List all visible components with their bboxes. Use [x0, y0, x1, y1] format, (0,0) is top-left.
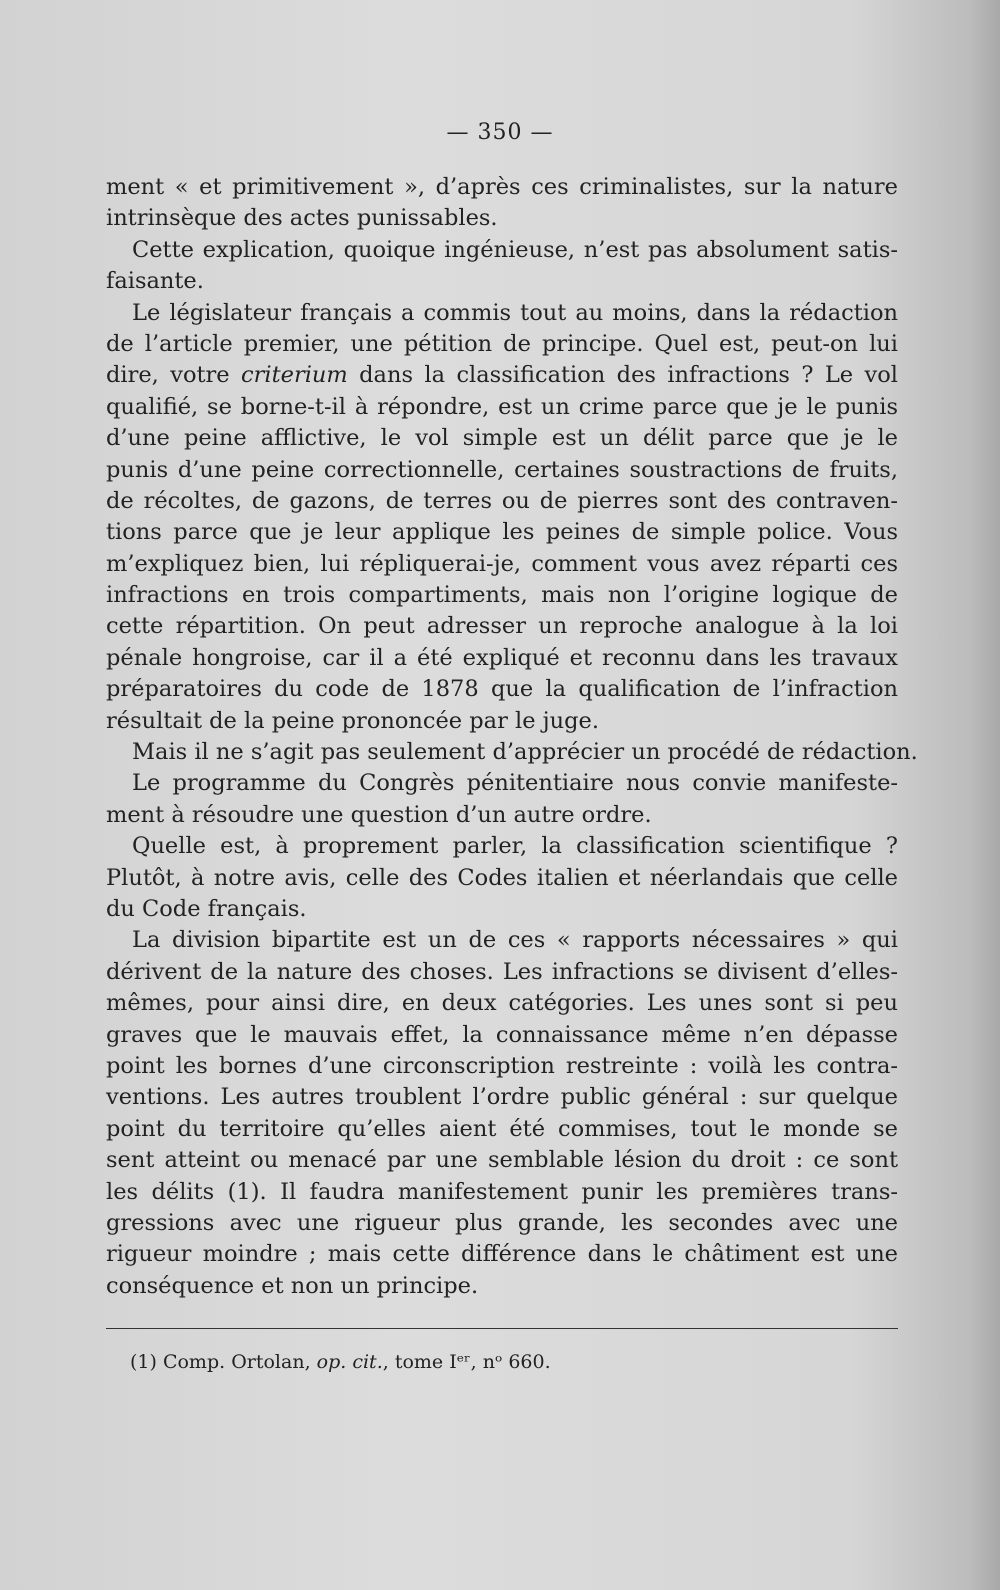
footnote-suffix: , tome Iᵉʳ, nᵒ 660.: [382, 1351, 551, 1373]
text-line: qualifié, se borne-t-il à répondre, est un crime parce que je le punis: [106, 393, 898, 420]
page-number: — 350 —: [446, 120, 554, 145]
text-line: conséquence et non un principe.: [106, 1272, 479, 1299]
text-line: les délits (1). Il faudra manifestement punir les premières trans-: [106, 1178, 898, 1205]
text-line: dire, votre criterium dans la classification des infractions ? Le vol: [106, 362, 898, 389]
text-line: Le programme du Congrès pénitentiaire nous convie manifeste-: [132, 770, 898, 797]
text-line: cette répartition. On peut adresser un reproche analogue à la loi: [106, 613, 898, 640]
text-line: Le législateur français a commis tout au moins, dans la rédaction: [132, 299, 898, 326]
footnote-prefix: (1) Comp. Ortolan,: [130, 1351, 317, 1373]
text-line: de l’article premier, une pétition de principe. Quel est, peut-on lui: [106, 330, 898, 357]
body-text: [106, 172, 918, 1302]
text-line: préparatoires du code de 1878 que la qualification de l’infraction: [106, 676, 898, 703]
text-line: La division bipartite est un de ces « rapports nécessaires » qui: [132, 927, 898, 954]
text-line: graves que le mauvais effet, la connaissance même n’en dépasse: [106, 1021, 898, 1048]
text-line: résultait de la peine prononcée par le juge.: [106, 707, 600, 734]
text-line: m’expliquez bien, lui répliquerai-je, comment vous avez réparti ces: [106, 550, 898, 577]
text-line: intrinsèque des actes punissables.: [106, 205, 498, 232]
text-line: de récoltes, de gazons, de terres ou de pierres sont des contraven-: [106, 487, 898, 514]
text-line: Plutôt, à notre avis, celle des Codes italien et néerlandais que celle: [106, 864, 898, 891]
text-line: infractions en trois compartiments, mais non l’origine logique de: [106, 582, 898, 609]
text-line: point du territoire qu’elles aient été commises, tout le monde se: [106, 1115, 898, 1142]
text-line: gressions avec une rigueur plus grande, les secondes avec une: [106, 1209, 898, 1236]
text-line: sent atteint ou menacé par une semblable lésion du droit : ce sont: [106, 1147, 898, 1174]
text-line: mêmes, pour ainsi dire, en deux catégories. Les unes sont si peu: [106, 990, 898, 1017]
footnote-italic: op. cit.: [316, 1351, 383, 1373]
text-line: ment « et primitivement », d’après ces criminalistes, sur la nature: [106, 174, 898, 200]
footnote: [130, 1350, 551, 1374]
text-line: Quelle est, à proprement parler, la classification scientifique ?: [132, 833, 898, 860]
text-line: ment à résoudre une question d’un autre ordre.: [106, 801, 652, 828]
text-line: d’une peine afflictive, le vol simple est un délit parce que je le: [106, 425, 898, 452]
text-line: du Code français.: [106, 895, 307, 922]
text-line: tions parce que je leur applique les peines de simple police. Vous: [106, 519, 898, 546]
text-line: point les bornes d’une circonscription restreinte : voilà les contra-: [106, 1052, 898, 1079]
text-line: faisante.: [106, 268, 204, 295]
footnote-separator: [106, 1328, 898, 1329]
text-line: dérivent de la nature des choses. Les infractions se divisent d’elles-: [106, 958, 898, 985]
text-line: punis d’une peine correctionnelle, certaines soustractions de fruits,: [106, 456, 898, 483]
italic-term: criterium: [241, 362, 348, 389]
text-line: ventions. Les autres troublent l’ordre public général : sur quelque: [106, 1084, 898, 1111]
text-line: rigueur moindre ; mais cette différence dans le châtiment est une: [106, 1241, 898, 1268]
text-line: pénale hongroise, car il a été expliqué et reconnu dans les travaux: [106, 644, 898, 671]
text-line: Mais il ne s’agit pas seulement d’apprécier un procédé de rédaction.: [132, 739, 918, 766]
text-line: Cette explication, quoique ingénieuse, n’est pas absolument satis-: [132, 236, 898, 263]
